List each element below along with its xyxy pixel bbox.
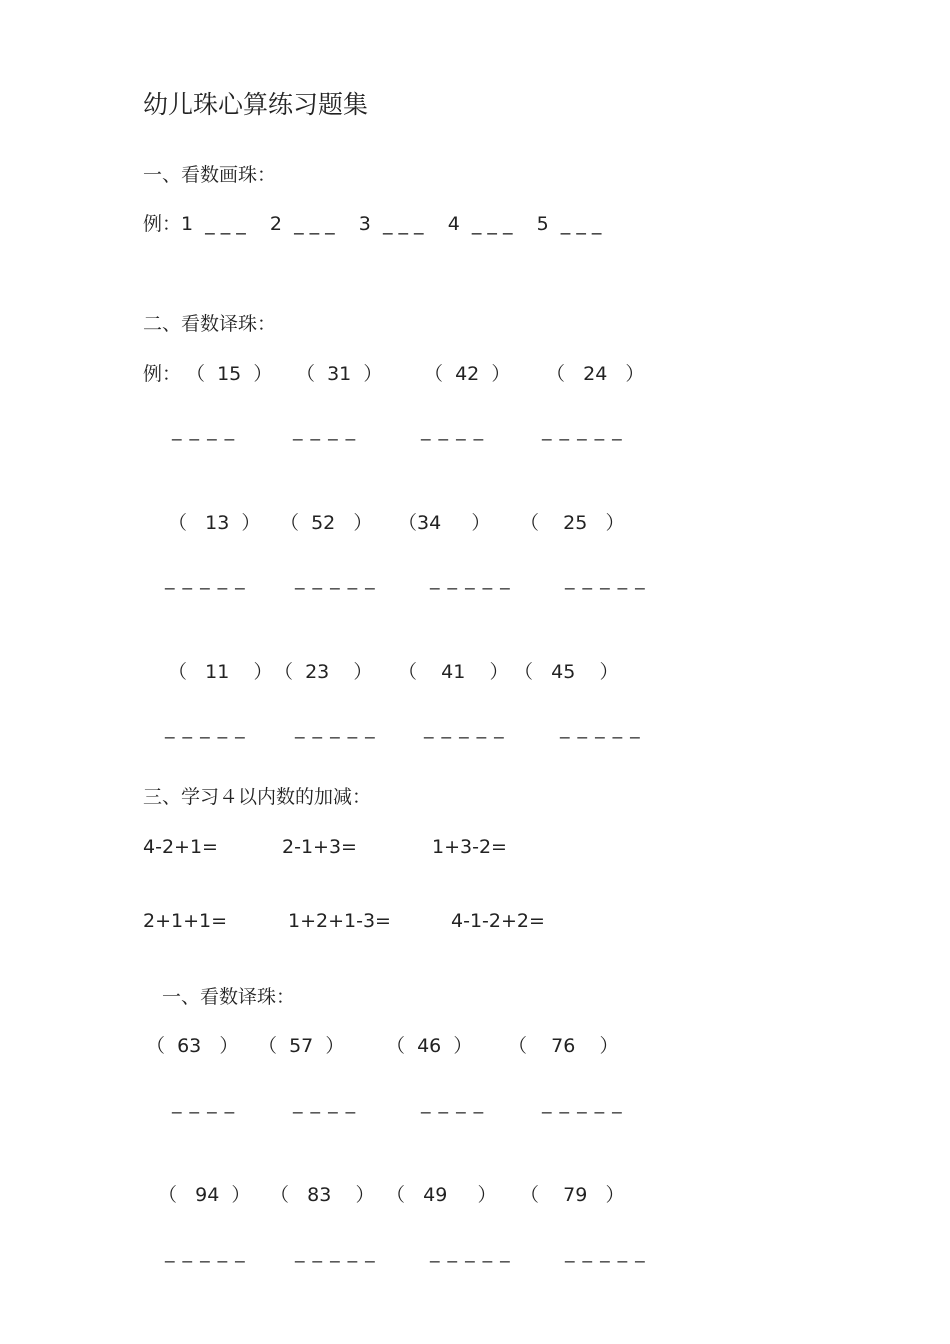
number-item: （ 25 ）: [520, 512, 625, 534]
answer-blank: _ _ _ _ _: [542, 419, 623, 441]
answer-blank: _ _ _ _ _: [295, 717, 376, 739]
number-item: （ 63 ）: [146, 1035, 239, 1057]
answer-blank: _ _ _ _ _: [565, 568, 646, 590]
number-item: （ 15 ）: [186, 363, 273, 385]
equation: 1+3-2=: [432, 836, 507, 858]
answer-blank: _ _ _ _: [172, 1092, 236, 1114]
number-item: （ 57 ）: [258, 1035, 345, 1057]
answer-blank: _ _ _ _: [172, 419, 236, 441]
number-item: （ 23 ）: [274, 661, 373, 683]
number-item: （ 13 ）: [168, 512, 261, 534]
section2-heading: 二、看数译珠：: [143, 313, 277, 335]
section4-heading: 一、看数译珠：: [162, 986, 296, 1008]
page-title: 幼儿珠心算练习题集: [143, 90, 369, 119]
number-item: （ 41 ）: [398, 661, 509, 683]
answer-blank: _ _ _ _ _: [560, 717, 641, 739]
answer-blank: _ _ _ _ _: [165, 1241, 246, 1263]
answer-blank: _ _ _ _ _: [165, 717, 246, 739]
number-item: （ 45 ）: [514, 661, 619, 683]
answer-blank: _ _ _ _ _: [565, 1241, 646, 1263]
number-item: （ 49 ）: [386, 1184, 497, 1206]
answer-blank: _ _ _ _: [293, 1092, 357, 1114]
answer-blank: _ _ _ _: [421, 419, 485, 441]
number-item: （ 11 ）: [168, 661, 273, 683]
equation: 2+1+1=: [143, 910, 228, 932]
number-item: （ 52 ）: [280, 512, 373, 534]
answer-blank: _ _ _ _ _: [430, 568, 511, 590]
answer-blank: _ _ _ _ _: [424, 717, 505, 739]
equation: 1+2+1-3=: [288, 910, 391, 932]
number-item: （ 46 ）: [386, 1035, 473, 1057]
number-item: （ 79 ）: [520, 1184, 625, 1206]
answer-blank: _ _ _ _ _: [165, 568, 246, 590]
section3-heading: 三、学习４以内数的加减：: [143, 786, 372, 808]
answer-blank: _ _ _ _: [421, 1092, 485, 1114]
answer-blank: _ _ _ _ _: [430, 1241, 511, 1263]
number-item: （ 76 ）: [508, 1035, 619, 1057]
answer-blank: _ _ _ _ _: [295, 1241, 376, 1263]
answer-blank: _ _ _ _ _: [295, 568, 376, 590]
number-item: （ 94 ）: [158, 1184, 251, 1206]
number-item: （ 31 ）: [296, 363, 383, 385]
number-item: （ 24 ）: [546, 363, 645, 385]
number-item: （ 42 ）: [424, 363, 511, 385]
equation: 4-2+1=: [143, 836, 218, 858]
section2-example-label: 例：: [143, 363, 182, 385]
section1-example: 例：1 _ _ _ 2 _ _ _ 3 _ _ _ 4 _ _ _ 5 _ _ _: [143, 213, 602, 235]
answer-blank: _ _ _ _ _: [542, 1092, 623, 1114]
answer-blank: _ _ _ _: [293, 419, 357, 441]
equation: 4-1-2+2=: [451, 910, 545, 932]
equation: 2-1+3=: [282, 836, 357, 858]
number-item: （ 83 ）: [270, 1184, 375, 1206]
section1-heading: 一、看数画珠：: [143, 164, 277, 186]
number-item: （34 ）: [398, 512, 491, 534]
